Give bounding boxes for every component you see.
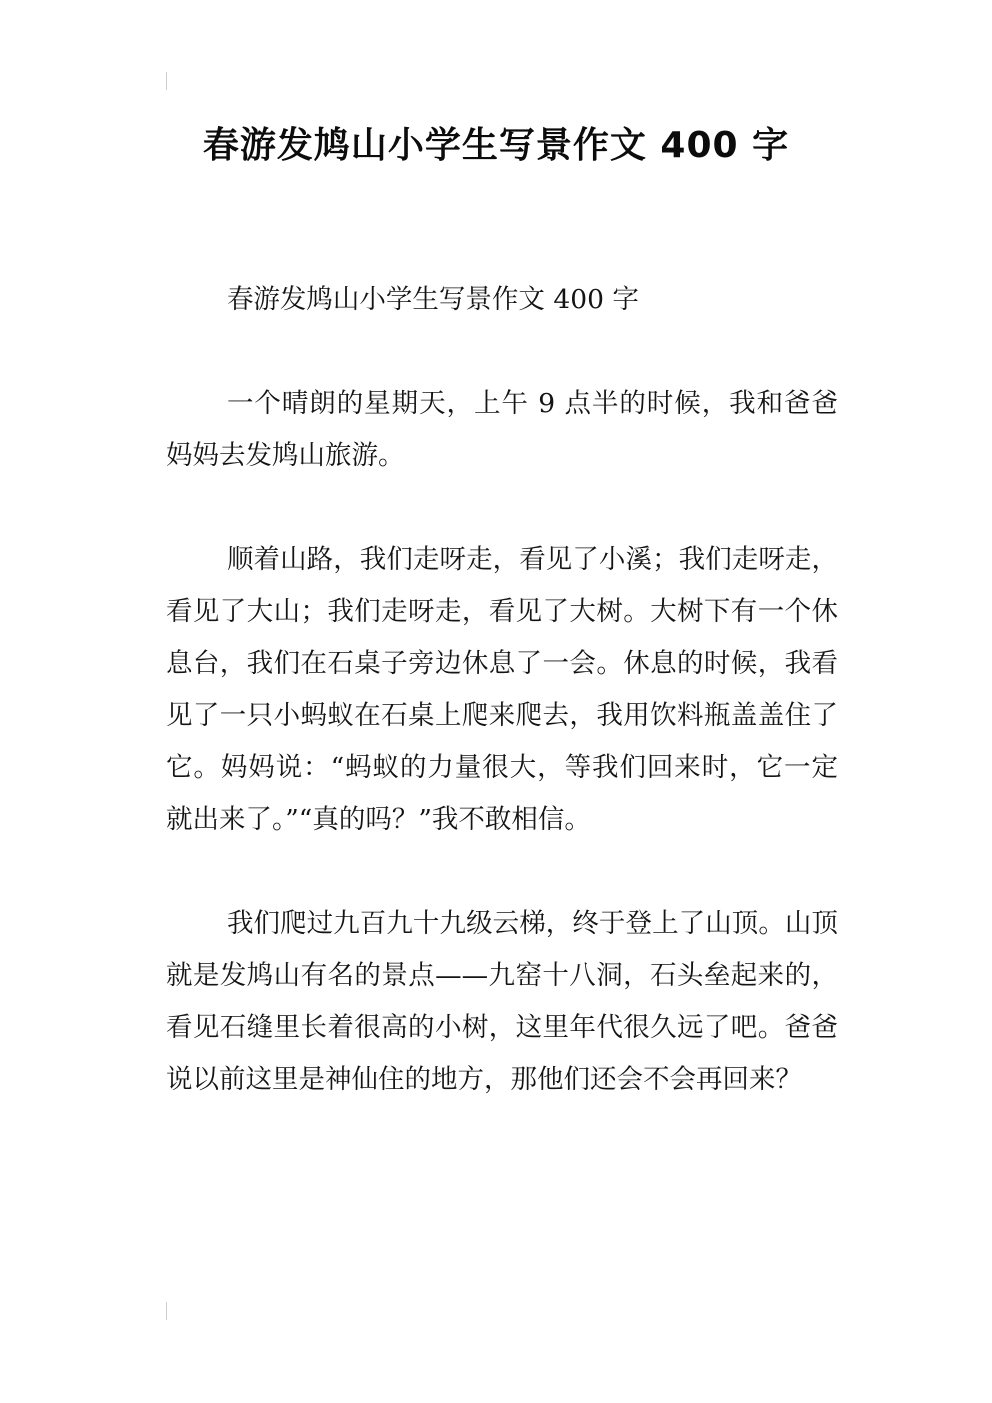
margin-mark-bottom — [166, 1302, 167, 1320]
paragraph-heading: 春游发鸠山小学生写景作文 400 字 — [226, 284, 639, 315]
document-body — [166, 274, 838, 1106]
paragraph-1: 一个晴朗的星期天，上午 9 点半的时候，我和爸爸妈妈去发鸠山旅游。 — [166, 388, 838, 471]
document-title: 春游发鸠山小学生写景作文 400 字 — [202, 125, 790, 166]
margin-mark-top — [166, 72, 167, 90]
paragraph-3: 我们爬过九百九十九级云梯，终于登上了山顶。山顶就是发鸠山有名的景点——九窑十八洞，石头垒起来的，看见石缝里长着很高的小树，这里年代很久远了吧。爸爸说以前这里是神仙住的地方，那他们还会不会再回来？ — [166, 908, 838, 1095]
paragraph-2: 顺着山路，我们走呀走，看见了小溪；我们走呀走，看见了大山；我们走呀走，看见了大树。大树下有一个休息台，我们在石桌子旁边休息了一会。休息的时候，我看见了一只小蚂蚁在石桌上爬来爬去，我用饮料瓶盖盖住了它。妈妈说：“蚂蚁的力量很大，等我们回来时，它一定就出来了。”“真的吗？”我不敢相信。 — [166, 544, 838, 835]
